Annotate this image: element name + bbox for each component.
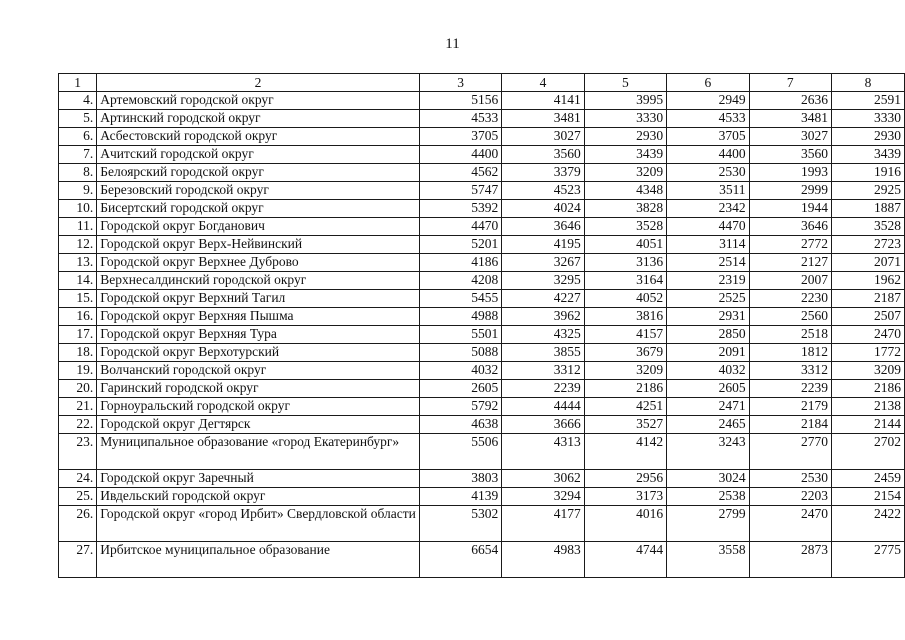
row-number: 7. bbox=[59, 146, 97, 164]
value-cell: 4313 bbox=[502, 434, 584, 470]
value-cell: 2470 bbox=[749, 506, 831, 542]
value-cell: 2591 bbox=[831, 92, 904, 110]
value-cell: 3267 bbox=[502, 254, 584, 272]
value-cell: 2459 bbox=[831, 470, 904, 488]
row-number: 26. bbox=[59, 506, 97, 542]
value-cell: 4400 bbox=[419, 146, 501, 164]
value-cell: 2230 bbox=[749, 290, 831, 308]
value-cell: 4016 bbox=[584, 506, 666, 542]
value-cell: 4638 bbox=[419, 416, 501, 434]
value-cell: 3560 bbox=[749, 146, 831, 164]
row-number: 11. bbox=[59, 218, 97, 236]
value-cell: 3243 bbox=[667, 434, 749, 470]
value-cell: 2772 bbox=[749, 236, 831, 254]
value-cell: 3803 bbox=[419, 470, 501, 488]
value-cell: 2560 bbox=[749, 308, 831, 326]
value-cell: 4024 bbox=[502, 200, 584, 218]
municipality-name: Артемовский городской округ bbox=[97, 92, 420, 110]
value-cell: 6654 bbox=[419, 542, 501, 578]
municipality-name: Городской округ Верхняя Тура bbox=[97, 326, 420, 344]
value-cell: 2071 bbox=[831, 254, 904, 272]
municipality-name: Городской округ Верхнее Дуброво bbox=[97, 254, 420, 272]
value-cell: 3209 bbox=[831, 362, 904, 380]
value-cell: 3439 bbox=[831, 146, 904, 164]
value-cell: 5455 bbox=[419, 290, 501, 308]
table-row bbox=[59, 344, 905, 362]
value-cell: 3062 bbox=[502, 470, 584, 488]
row-number: 9. bbox=[59, 182, 97, 200]
value-cell: 2007 bbox=[749, 272, 831, 290]
value-cell: 1772 bbox=[831, 344, 904, 362]
row-number: 27. bbox=[59, 542, 97, 578]
value-cell: 3439 bbox=[584, 146, 666, 164]
municipality-name: Гаринский городской округ bbox=[97, 380, 420, 398]
row-number: 4. bbox=[59, 92, 97, 110]
municipality-name: Верхнесалдинский городской округ bbox=[97, 272, 420, 290]
value-cell: 3646 bbox=[502, 218, 584, 236]
header-cell: 4 bbox=[502, 74, 584, 92]
value-cell: 4400 bbox=[667, 146, 749, 164]
value-cell: 3666 bbox=[502, 416, 584, 434]
value-cell: 3855 bbox=[502, 344, 584, 362]
row-number: 15. bbox=[59, 290, 97, 308]
table-row bbox=[59, 542, 905, 578]
table-row bbox=[59, 218, 905, 236]
value-cell: 5747 bbox=[419, 182, 501, 200]
table-row bbox=[59, 416, 905, 434]
table-row bbox=[59, 254, 905, 272]
value-cell: 3330 bbox=[584, 110, 666, 128]
table-row bbox=[59, 272, 905, 290]
value-cell: 2465 bbox=[667, 416, 749, 434]
municipality-name: Асбестовский городской округ bbox=[97, 128, 420, 146]
value-cell: 3209 bbox=[584, 164, 666, 182]
value-cell: 2530 bbox=[749, 470, 831, 488]
municipality-name: Березовский городской округ bbox=[97, 182, 420, 200]
value-cell: 3294 bbox=[502, 488, 584, 506]
value-cell: 3962 bbox=[502, 308, 584, 326]
header-cell: 2 bbox=[97, 74, 420, 92]
value-cell: 2770 bbox=[749, 434, 831, 470]
value-cell: 1812 bbox=[749, 344, 831, 362]
table-row bbox=[59, 398, 905, 416]
value-cell: 3705 bbox=[667, 128, 749, 146]
municipality-name: Городской округ Верхотурский bbox=[97, 344, 420, 362]
value-cell: 2931 bbox=[667, 308, 749, 326]
value-cell: 2605 bbox=[419, 380, 501, 398]
table-row bbox=[59, 362, 905, 380]
value-cell: 2538 bbox=[667, 488, 749, 506]
page-number: 11 bbox=[445, 36, 460, 52]
value-cell: 4139 bbox=[419, 488, 501, 506]
value-cell: 4032 bbox=[419, 362, 501, 380]
value-cell: 2605 bbox=[667, 380, 749, 398]
data-table bbox=[58, 73, 905, 578]
municipality-name: Городской округ Верхняя Пышма bbox=[97, 308, 420, 326]
value-cell: 2471 bbox=[667, 398, 749, 416]
value-cell: 5501 bbox=[419, 326, 501, 344]
value-cell: 2925 bbox=[831, 182, 904, 200]
row-number: 19. bbox=[59, 362, 97, 380]
value-cell: 3528 bbox=[831, 218, 904, 236]
value-cell: 4032 bbox=[667, 362, 749, 380]
value-cell: 3312 bbox=[502, 362, 584, 380]
row-number: 24. bbox=[59, 470, 97, 488]
value-cell: 4195 bbox=[502, 236, 584, 254]
table-row bbox=[59, 236, 905, 254]
value-cell: 4325 bbox=[502, 326, 584, 344]
value-cell: 5506 bbox=[419, 434, 501, 470]
value-cell: 2203 bbox=[749, 488, 831, 506]
value-cell: 4988 bbox=[419, 308, 501, 326]
value-cell: 2127 bbox=[749, 254, 831, 272]
row-number: 10. bbox=[59, 200, 97, 218]
value-cell: 4186 bbox=[419, 254, 501, 272]
value-cell: 2525 bbox=[667, 290, 749, 308]
value-cell: 4227 bbox=[502, 290, 584, 308]
row-number: 25. bbox=[59, 488, 97, 506]
municipality-name: Городской округ «город Ирбит» Свердловской области bbox=[97, 506, 420, 542]
table-row bbox=[59, 380, 905, 398]
municipality-name: Муниципальное образование «город Екатеринбург» bbox=[97, 434, 420, 470]
municipality-name: Городской округ Заречный bbox=[97, 470, 420, 488]
value-cell: 4523 bbox=[502, 182, 584, 200]
value-cell: 1993 bbox=[749, 164, 831, 182]
value-cell: 4051 bbox=[584, 236, 666, 254]
value-cell: 2422 bbox=[831, 506, 904, 542]
row-number: 22. bbox=[59, 416, 97, 434]
municipality-name: Ирбитское муниципальное образование bbox=[97, 542, 420, 578]
row-number: 5. bbox=[59, 110, 97, 128]
value-cell: 3173 bbox=[584, 488, 666, 506]
value-cell: 4470 bbox=[667, 218, 749, 236]
value-cell: 4142 bbox=[584, 434, 666, 470]
table-row bbox=[59, 434, 905, 470]
value-cell: 3164 bbox=[584, 272, 666, 290]
value-cell: 3560 bbox=[502, 146, 584, 164]
table-row bbox=[59, 488, 905, 506]
table-row bbox=[59, 326, 905, 344]
row-number: 6. bbox=[59, 128, 97, 146]
value-cell: 4533 bbox=[419, 110, 501, 128]
value-cell: 3027 bbox=[749, 128, 831, 146]
value-cell: 2702 bbox=[831, 434, 904, 470]
row-number: 18. bbox=[59, 344, 97, 362]
value-cell: 2186 bbox=[831, 380, 904, 398]
value-cell: 3558 bbox=[667, 542, 749, 578]
municipality-name: Городской округ Верх-Нейвинский bbox=[97, 236, 420, 254]
row-number: 20. bbox=[59, 380, 97, 398]
value-cell: 3295 bbox=[502, 272, 584, 290]
value-cell: 2507 bbox=[831, 308, 904, 326]
value-cell: 4052 bbox=[584, 290, 666, 308]
value-cell: 3312 bbox=[749, 362, 831, 380]
value-cell: 2144 bbox=[831, 416, 904, 434]
table-row bbox=[59, 128, 905, 146]
municipality-name: Городской округ Верхний Тагил bbox=[97, 290, 420, 308]
value-cell: 3024 bbox=[667, 470, 749, 488]
value-cell: 2930 bbox=[831, 128, 904, 146]
municipality-name: Бисертский городской округ bbox=[97, 200, 420, 218]
value-cell: 5088 bbox=[419, 344, 501, 362]
value-cell: 2850 bbox=[667, 326, 749, 344]
value-cell: 2186 bbox=[584, 380, 666, 398]
value-cell: 3705 bbox=[419, 128, 501, 146]
value-cell: 5302 bbox=[419, 506, 501, 542]
municipality-name: Ачитский городской округ bbox=[97, 146, 420, 164]
value-cell: 2723 bbox=[831, 236, 904, 254]
value-cell: 2799 bbox=[667, 506, 749, 542]
value-cell: 2514 bbox=[667, 254, 749, 272]
table-row bbox=[59, 290, 905, 308]
value-cell: 2239 bbox=[749, 380, 831, 398]
value-cell: 4744 bbox=[584, 542, 666, 578]
row-number: 23. bbox=[59, 434, 97, 470]
value-cell: 4251 bbox=[584, 398, 666, 416]
value-cell: 3209 bbox=[584, 362, 666, 380]
value-cell: 4562 bbox=[419, 164, 501, 182]
value-cell: 4177 bbox=[502, 506, 584, 542]
value-cell: 2775 bbox=[831, 542, 904, 578]
header-cell: 5 bbox=[584, 74, 666, 92]
municipality-name: Городской округ Богданович bbox=[97, 218, 420, 236]
value-cell: 1916 bbox=[831, 164, 904, 182]
table-row bbox=[59, 92, 905, 110]
row-number: 13. bbox=[59, 254, 97, 272]
municipality-name: Городской округ Дегтярск bbox=[97, 416, 420, 434]
header-cell: 7 bbox=[749, 74, 831, 92]
value-cell: 5392 bbox=[419, 200, 501, 218]
value-cell: 4983 bbox=[502, 542, 584, 578]
value-cell: 3527 bbox=[584, 416, 666, 434]
municipality-name: Волчанский городской округ bbox=[97, 362, 420, 380]
value-cell: 1962 bbox=[831, 272, 904, 290]
municipality-name: Горноуральский городской округ bbox=[97, 398, 420, 416]
header-row bbox=[59, 74, 905, 92]
value-cell: 2138 bbox=[831, 398, 904, 416]
value-cell: 1944 bbox=[749, 200, 831, 218]
municipality-name: Ивдельский городской округ bbox=[97, 488, 420, 506]
header-cell: 6 bbox=[667, 74, 749, 92]
value-cell: 4470 bbox=[419, 218, 501, 236]
value-cell: 4444 bbox=[502, 398, 584, 416]
row-number: 8. bbox=[59, 164, 97, 182]
value-cell: 3828 bbox=[584, 200, 666, 218]
value-cell: 3027 bbox=[502, 128, 584, 146]
value-cell: 2154 bbox=[831, 488, 904, 506]
row-number: 17. bbox=[59, 326, 97, 344]
table-row bbox=[59, 506, 905, 542]
table-row bbox=[59, 146, 905, 164]
value-cell: 3114 bbox=[667, 236, 749, 254]
value-cell: 3136 bbox=[584, 254, 666, 272]
value-cell: 4157 bbox=[584, 326, 666, 344]
table-row bbox=[59, 182, 905, 200]
value-cell: 5156 bbox=[419, 92, 501, 110]
value-cell: 3330 bbox=[831, 110, 904, 128]
value-cell: 3995 bbox=[584, 92, 666, 110]
value-cell: 2187 bbox=[831, 290, 904, 308]
value-cell: 2636 bbox=[749, 92, 831, 110]
row-number: 16. bbox=[59, 308, 97, 326]
value-cell: 2342 bbox=[667, 200, 749, 218]
value-cell: 4141 bbox=[502, 92, 584, 110]
header-cell: 3 bbox=[419, 74, 501, 92]
value-cell: 2091 bbox=[667, 344, 749, 362]
header-cell: 1 bbox=[59, 74, 97, 92]
table-row bbox=[59, 308, 905, 326]
value-cell: 3646 bbox=[749, 218, 831, 236]
value-cell: 4533 bbox=[667, 110, 749, 128]
value-cell: 2930 bbox=[584, 128, 666, 146]
value-cell: 3816 bbox=[584, 308, 666, 326]
value-cell: 3679 bbox=[584, 344, 666, 362]
value-cell: 2999 bbox=[749, 182, 831, 200]
value-cell: 3511 bbox=[667, 182, 749, 200]
value-cell: 2184 bbox=[749, 416, 831, 434]
value-cell: 1887 bbox=[831, 200, 904, 218]
value-cell: 3379 bbox=[502, 164, 584, 182]
value-cell: 5201 bbox=[419, 236, 501, 254]
value-cell: 4208 bbox=[419, 272, 501, 290]
header-cell: 8 bbox=[831, 74, 904, 92]
value-cell: 2518 bbox=[749, 326, 831, 344]
value-cell: 3481 bbox=[502, 110, 584, 128]
table-row bbox=[59, 164, 905, 182]
row-number: 21. bbox=[59, 398, 97, 416]
value-cell: 4348 bbox=[584, 182, 666, 200]
value-cell: 5792 bbox=[419, 398, 501, 416]
municipality-name: Артинский городской округ bbox=[97, 110, 420, 128]
row-number: 14. bbox=[59, 272, 97, 290]
value-cell: 2319 bbox=[667, 272, 749, 290]
table-row bbox=[59, 110, 905, 128]
value-cell: 2239 bbox=[502, 380, 584, 398]
table-row bbox=[59, 470, 905, 488]
municipality-name: Белоярский городской округ bbox=[97, 164, 420, 182]
value-cell: 2949 bbox=[667, 92, 749, 110]
value-cell: 2470 bbox=[831, 326, 904, 344]
row-number: 12. bbox=[59, 236, 97, 254]
table-body bbox=[59, 92, 905, 578]
value-cell: 2956 bbox=[584, 470, 666, 488]
value-cell: 2179 bbox=[749, 398, 831, 416]
value-cell: 3481 bbox=[749, 110, 831, 128]
value-cell: 2873 bbox=[749, 542, 831, 578]
value-cell: 3528 bbox=[584, 218, 666, 236]
table-row bbox=[59, 200, 905, 218]
value-cell: 2530 bbox=[667, 164, 749, 182]
